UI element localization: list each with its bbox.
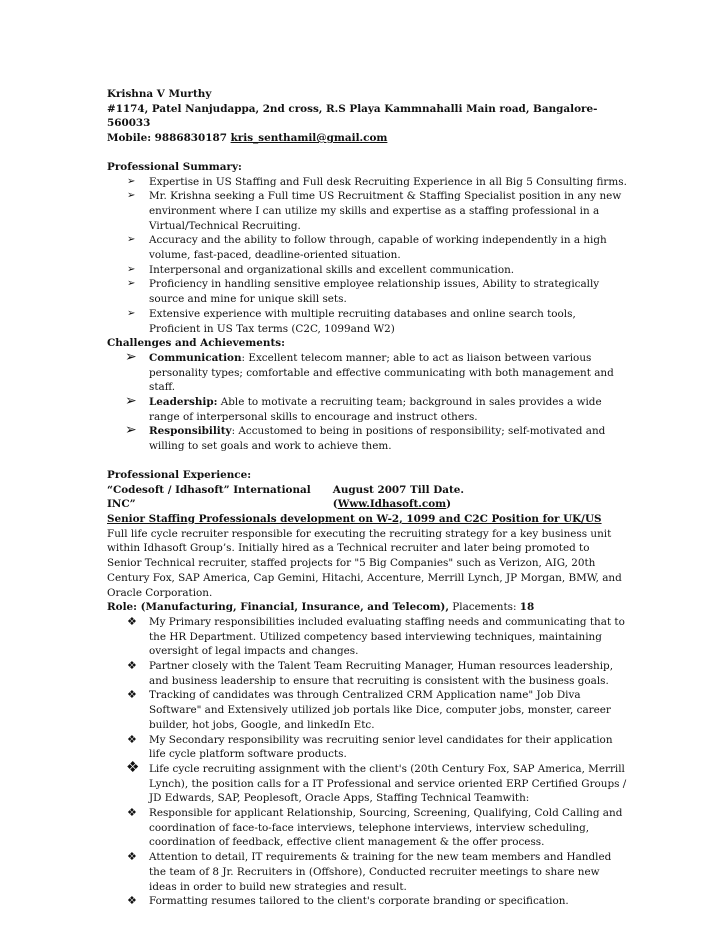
placements-count: 18 [519, 601, 535, 614]
list-item: ❖ Responsible for applicant Relationship, Sourcing, Screening, Qualifying, Cold Calling and coordination of face-to-face interviews, telephone interviews, interview scheduling, coordination of feedback, effective client management & the offer process. [127, 806, 623, 849]
diamond-bullet-icon: ❖ [127, 659, 137, 673]
arrow-bullet-icon: ➢ [125, 422, 137, 439]
diamond-bullet-icon: ❖ [127, 688, 137, 702]
arrow-bullet-icon: ➢ [127, 278, 136, 290]
position-title: Senior Staffing Professionals development on W-2, 1099 and C2C Position for UK/US [107, 512, 602, 525]
diamond-bullet-icon: ❖ [127, 806, 137, 820]
duties-list [107, 615, 627, 909]
achievements-list [107, 348, 627, 454]
candidate-address: #1174, Patel Nanjudappa, 2nd cross, R.S Playa Kammnahalli Main road, Bangalore-560033 [107, 102, 598, 130]
list-item: ➢ Extensive experience with multiple recruiting databases and online search tools, Proficient in US Tax terms (C2C, 1099and W2) [127, 307, 576, 335]
list-item: ➢ Interpersonal and organizational skills and excellent communication. [127, 263, 515, 276]
arrow-bullet-icon: ➢ [127, 307, 136, 319]
list-item: ➢ Proficiency in handling sensitive employee relationship issues, Ability to strategically source and mine for unique skill sets. [127, 278, 600, 306]
list-item: ➢ Communication: Excellent telecom manner; able to act as liaison between various personality types; comfortable and effective communicating with both management and staff. [125, 348, 614, 394]
experience-description: Full life cycle recruiter responsible for executing the recruiting strategy for a key business unit within Idhasoft Group’s. Initially hired as a Technical recruiter and later being promoted to Senior Technical recruiter, staffed projects for "5 Big Companies" such as Verizon, AIG, 20th Century Fox, SAP America, Cap Gemini, Hitachi, Accenture, Merrill Lynch, JP Morgan, BMW, and Oracle Corporation. [107, 527, 622, 599]
summary-list [107, 175, 627, 337]
arrow-bullet-icon: ➢ [127, 234, 136, 246]
diamond-bullet-icon: ❖ [127, 732, 137, 746]
role-line: Role: (Manufacturing, Financial, Insurance, and Telecom), Placements: 18 [107, 601, 535, 614]
achievements-heading: Challenges and Achievements: [107, 337, 285, 350]
list-item: ➢ Mr. Krishna seeking a Full time US Recruitment & Staffing Specialist position in any new environment where I can utilize my skills and expertise as a staffing professional in a Virtual/Technical Recruiting. [127, 190, 622, 232]
company-name: “Codesoft / Idhasoft” International INC” [107, 483, 311, 511]
experience-heading: Professional Experience: [107, 468, 252, 481]
list-item: ❖ My Secondary responsibility was recruiting senior level candidates for their application life cycle platform software products. [127, 732, 613, 761]
employment-dates: August 2007 Till Date. (Www.Idhasoft.com) [332, 483, 464, 511]
arrow-bullet-icon: ➢ [127, 263, 136, 275]
arrow-bullet-icon: ➢ [125, 393, 137, 410]
email-link[interactable]: kris_senthamil@gmail.com [230, 132, 388, 145]
diamond-bullet-icon: ❖ [126, 757, 140, 776]
resume-content [107, 87, 627, 909]
diamond-bullet-icon: ❖ [127, 850, 137, 864]
arrow-bullet-icon: ➢ [127, 190, 136, 202]
list-item: ❖ Partner closely with the Talent Team Recruiting Manager, Human resources leadership, and business leadership to ensure that recruiting is consistent with the business goals. [127, 659, 614, 687]
list-item: ➢ Leadership: Able to motivate a recruiting team; background in sales provides a wide range of interpersonal skills to encourage and instruct others. [125, 393, 602, 423]
list-item: ❖ Life cycle recruiting assignment with the client's (20th Century Fox, SAP America, Merrill Lynch), the position calls for a IT Professional and service oriented ERP Certified Groups / JD Edwards, SAP, Peoplesoft, Oracle Apps, Staffing Technical Teamwith: [126, 757, 627, 805]
arrow-bullet-icon: ➢ [127, 175, 136, 187]
mobile-number: Mobile: 9886830187 [107, 132, 231, 145]
list-item: ➢ Expertise in US Staffing and Full desk Recruiting Experience in all Big 5 Consulting firms. [127, 175, 627, 188]
list-item: ❖ Attention to detail, IT requirements & training for the new team members and Handled the team of 8 Jr. Recruiters in (Offshore), Conducted recruiter meetings to share new ideas in order to build new strategies and result. [127, 850, 612, 893]
list-item: ❖ Formatting resumes tailored to the client's corporate branding or specification. [127, 894, 569, 908]
list-item: ➢ Responsibility: Accustomed to being in positions of responsibility; self-motivated and willing to set goals and work to achieve them. [125, 422, 606, 453]
diamond-bullet-icon: ❖ [127, 894, 137, 908]
contact-line [107, 131, 627, 146]
list-item: ❖ Tracking of candidates was through Centralized CRM Application name" Job Diva Software" and Extensively utilized job portals like Dice, computer jobs, monster, career builder, hot jobs, Google, and linkedIn Etc. [127, 688, 611, 731]
arrow-bullet-icon: ➢ [125, 348, 137, 365]
diamond-bullet-icon: ❖ [127, 614, 137, 628]
company-website-link[interactable]: Www.Idhasoft.com [337, 498, 447, 511]
list-item: ❖ My Primary responsibilities included evaluating staffing needs and communicating that to the HR Department. Utilized competency based interviewing techniques, maintaining oversight of legal impacts and changes. [127, 614, 625, 658]
candidate-name: Krishna V Murthy [107, 88, 212, 100]
summary-heading: Professional Summary: [107, 160, 242, 173]
list-item: ➢ Accuracy and the ability to follow through, capable of working independently in a high volume, fast-paced, deadline-oriented situation. [127, 234, 607, 262]
experience-header [107, 483, 627, 512]
